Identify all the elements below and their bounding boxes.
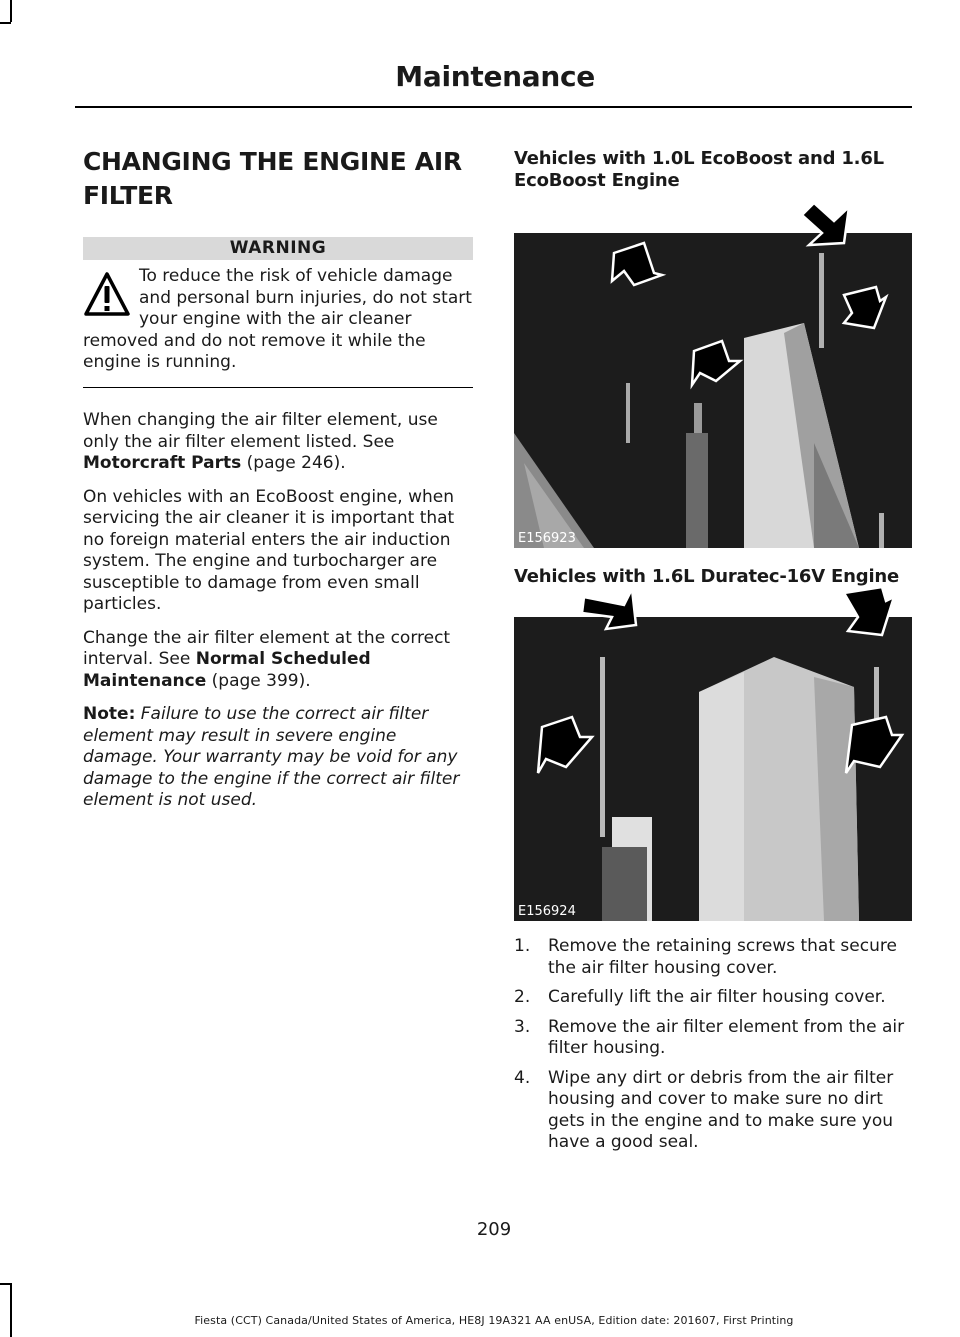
warning-box xyxy=(83,237,473,388)
page-header-title: Maintenance xyxy=(395,60,595,93)
left-column xyxy=(83,145,473,824)
note-label: Note: xyxy=(83,704,136,724)
figure2-engine-illustration xyxy=(514,617,912,921)
engine-illustration-1 xyxy=(514,233,912,548)
figure1-engine-illustration xyxy=(514,233,912,548)
cross-reference-link[interactable]: Normal Scheduled Maintenance xyxy=(83,649,371,691)
crop-mark xyxy=(0,1283,11,1285)
step-number: 2. xyxy=(514,987,531,1007)
crop-mark xyxy=(10,0,12,22)
note-text: Failure to use the correct air filter element may result in severe engine damage. Your warranty may be void for any damage to the engine if the correct air filter element is not used. xyxy=(83,704,460,810)
paragraph-text: (page 246). xyxy=(241,453,346,473)
list-item xyxy=(514,987,912,1009)
footer-text: Fiesta (CCT) Canada/United States of America, HE8J 19A321 AA enUSA, Edition date: 201607, First Printing xyxy=(194,1314,794,1327)
paragraph xyxy=(83,628,473,693)
steps-list xyxy=(514,936,912,1154)
figure1-id: E156923 xyxy=(518,531,576,546)
paragraph-text: When changing the air filter element, use only the air filter element listed. See xyxy=(83,410,438,452)
right-column xyxy=(514,145,912,1162)
paragraph-text: Change the air filter element at the correct interval. See xyxy=(83,627,451,669)
crop-mark xyxy=(0,22,11,24)
paragraph xyxy=(83,410,473,475)
list-item xyxy=(514,936,912,979)
figure2-heading: Vehicles with 1.6L Duratec-16V Engine xyxy=(514,566,900,587)
crop-mark xyxy=(10,1283,12,1337)
paragraph-text: (page 399). xyxy=(206,670,311,691)
header-rule xyxy=(75,106,912,108)
section-title: CHANGING THE ENGINE AIR FILTER xyxy=(83,147,462,210)
step-text: Remove the air filter element from the air filter housing. xyxy=(548,1016,905,1058)
warning-rule xyxy=(83,387,473,389)
cross-reference-link[interactable]: Motorcraft Parts xyxy=(83,453,242,473)
paragraph: On vehicles with an EcoBoost engine, when servicing the air cleaner it is important that no foreign material enters the air induction system. The engine and turbocharger are susceptible to damage from even small particles. xyxy=(83,486,455,614)
list-item xyxy=(514,1017,912,1060)
step-text: Carefully lift the air filter housing cover. xyxy=(548,987,886,1007)
step-text: Wipe any dirt or debris from the air filter housing and cover to make sure no dirt gets in the engine and to make sure you have a good seal. xyxy=(548,1067,894,1152)
warning-body xyxy=(83,266,473,374)
figure1-heading: Vehicles with 1.0L EcoBoost and 1.6L EcoBoost Engine xyxy=(514,148,884,191)
warning-text: To reduce the risk of vehicle damage and personal burn injuries, do not start your engine with the air cleaner removed and do not remove it while the engine is running. xyxy=(83,266,472,372)
list-item xyxy=(514,1068,912,1154)
note xyxy=(83,704,473,812)
step-text: Remove the retaining screws that secure the air filter housing cover. xyxy=(548,936,897,978)
warning-triangle-icon xyxy=(83,270,131,320)
step-number: 3. xyxy=(514,1016,531,1037)
warning-label: WARNING xyxy=(83,237,473,260)
step-number: 4. xyxy=(514,1067,531,1088)
page-number: 209 xyxy=(476,1219,512,1240)
figure2-id: E156924 xyxy=(518,904,576,919)
engine-illustration-2 xyxy=(514,617,912,921)
step-number: 1. xyxy=(514,936,531,956)
